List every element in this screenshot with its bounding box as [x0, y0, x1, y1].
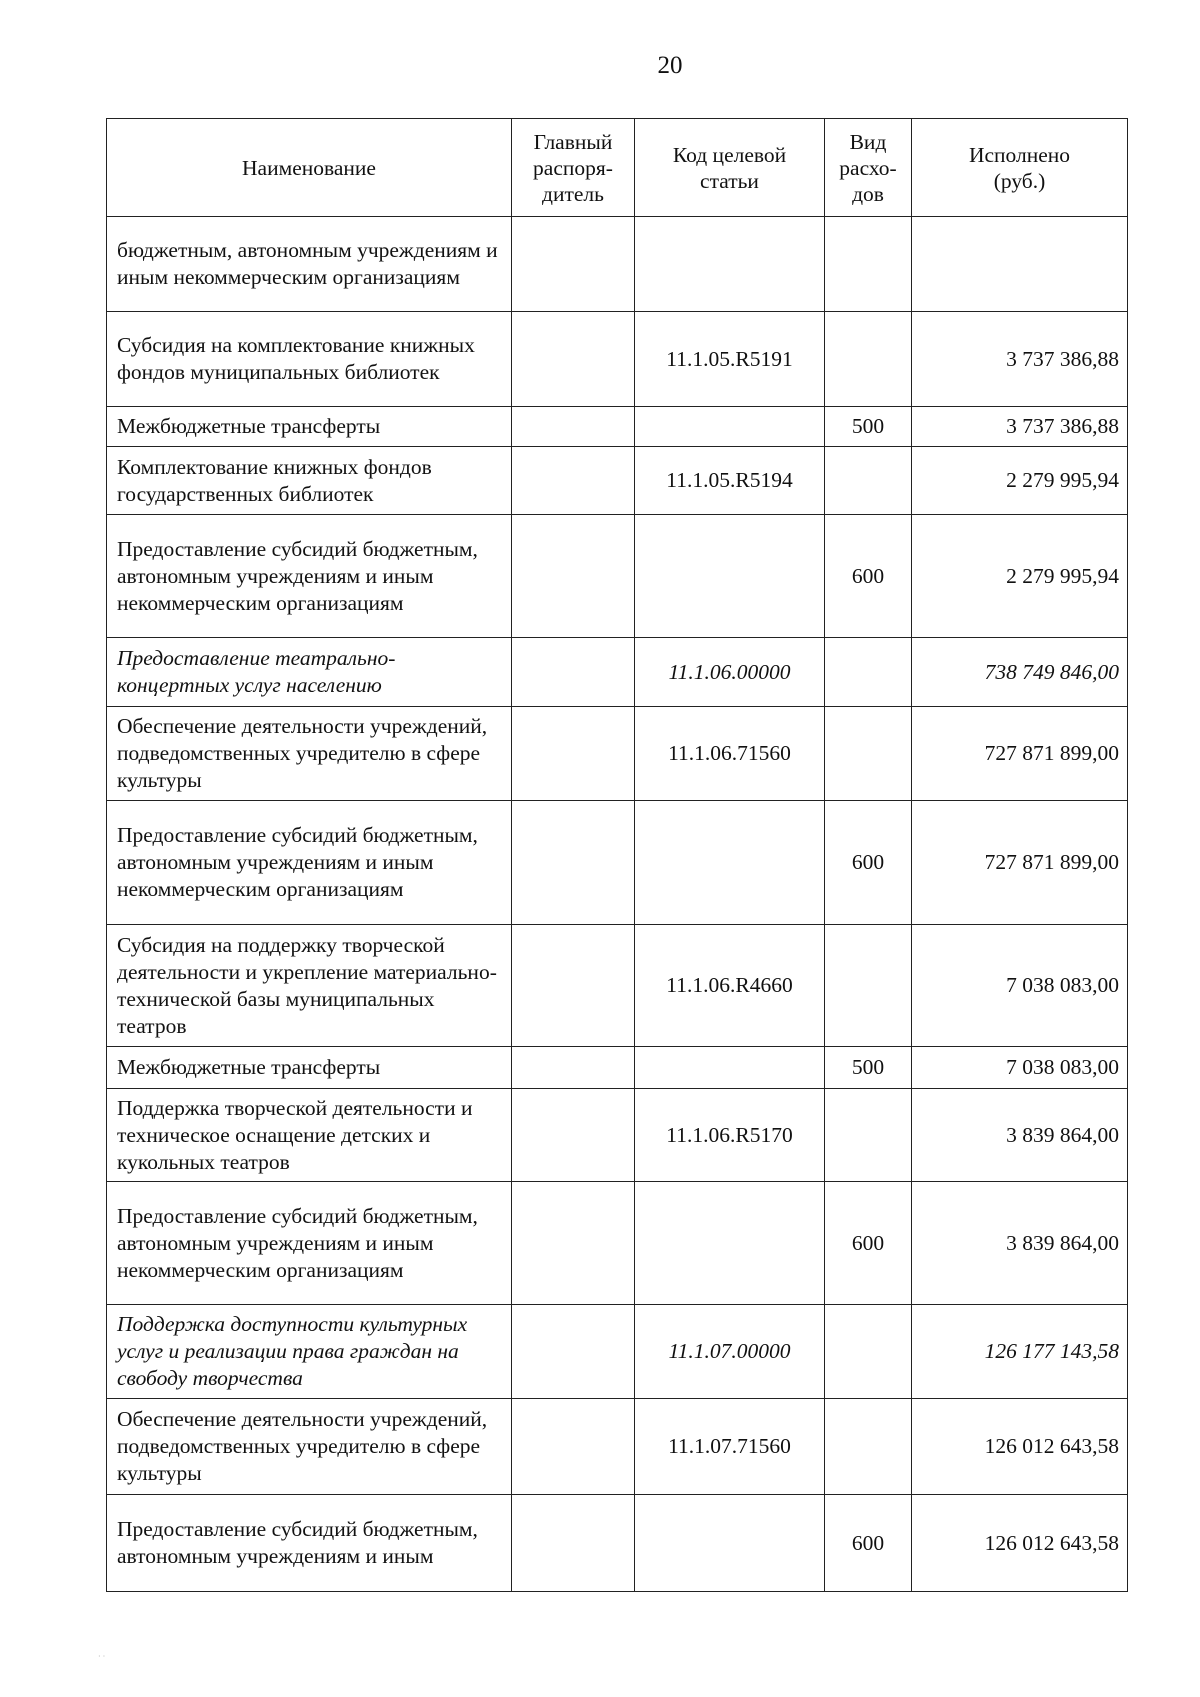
- row-name-cell: Предоставление театрально-концертных услуг населению: [107, 638, 512, 707]
- row-code-cell: [635, 407, 825, 447]
- row-manager-cell: [512, 925, 635, 1047]
- row-type-cell: [825, 925, 912, 1047]
- row-amount-cell: 3 839 864,00: [912, 1182, 1128, 1305]
- table-row: [107, 1495, 1128, 1592]
- row-amount-cell: 2 279 995,94: [912, 515, 1128, 638]
- row-type-cell: 500: [825, 1047, 912, 1089]
- row-type-cell: 600: [825, 1182, 912, 1305]
- header-type: Вид расхо-дов: [825, 119, 912, 217]
- row-code-cell: 11.1.05.R5191: [635, 312, 825, 407]
- row-manager-cell: [512, 638, 635, 707]
- row-type-cell: [825, 447, 912, 515]
- row-name-cell: Межбюджетные трансферты: [107, 407, 512, 447]
- row-manager-cell: [512, 1047, 635, 1089]
- row-amount-cell: 7 038 083,00: [912, 925, 1128, 1047]
- row-manager-cell: [512, 1089, 635, 1182]
- row-amount-cell: 727 871 899,00: [912, 801, 1128, 925]
- header-name: Наименование: [107, 119, 512, 217]
- table-row: [107, 638, 1128, 707]
- row-name-cell: Обеспечение деятельности учреждений, подведомственных учредителю в сфере культуры: [107, 1399, 512, 1495]
- row-amount-cell: 3 737 386,88: [912, 312, 1128, 407]
- row-code-cell: [635, 515, 825, 638]
- row-amount-cell: 3 737 386,88: [912, 407, 1128, 447]
- row-type-cell: 600: [825, 515, 912, 638]
- row-name-cell: Поддержка доступности культурных услуг и реализации права граждан на свободу творчества: [107, 1305, 512, 1399]
- table-body: [107, 217, 1128, 1592]
- row-type-cell: 600: [825, 801, 912, 925]
- table-row: [107, 801, 1128, 925]
- row-type-cell: [825, 312, 912, 407]
- row-code-cell: [635, 1047, 825, 1089]
- row-code-cell: [635, 217, 825, 312]
- row-code-cell: 11.1.06.71560: [635, 707, 825, 801]
- table-row: [107, 407, 1128, 447]
- row-type-cell: [825, 1399, 912, 1495]
- row-manager-cell: [512, 407, 635, 447]
- scan-artifact: · ·: [98, 1652, 106, 1661]
- row-amount-cell: [912, 217, 1128, 312]
- table-row: [107, 515, 1128, 638]
- row-manager-cell: [512, 801, 635, 925]
- row-amount-cell: 727 871 899,00: [912, 707, 1128, 801]
- row-name-cell: Комплектование книжных фондов государственных библиотек: [107, 447, 512, 515]
- row-code-cell: 11.1.07.00000: [635, 1305, 825, 1399]
- header-code: Код целевой статьи: [635, 119, 825, 217]
- row-code-cell: [635, 1182, 825, 1305]
- row-manager-cell: [512, 707, 635, 801]
- row-code-cell: [635, 1495, 825, 1592]
- row-name-cell: Предоставление субсидий бюджетным, автономным учреждениям и иным: [107, 1495, 512, 1592]
- row-manager-cell: [512, 447, 635, 515]
- header-row: [107, 119, 1128, 217]
- budget-table: [106, 118, 1128, 1592]
- row-name-cell: Предоставление субсидий бюджетным, автономным учреждениям и иным некоммерческим организациям: [107, 801, 512, 925]
- row-type-cell: [825, 217, 912, 312]
- row-type-cell: 500: [825, 407, 912, 447]
- row-type-cell: [825, 707, 912, 801]
- table-row: [107, 1182, 1128, 1305]
- row-code-cell: 11.1.06.R5170: [635, 1089, 825, 1182]
- row-manager-cell: [512, 1305, 635, 1399]
- row-name-cell: Межбюджетные трансферты: [107, 1047, 512, 1089]
- row-type-cell: [825, 638, 912, 707]
- row-code-cell: 11.1.06.00000: [635, 638, 825, 707]
- row-amount-cell: 3 839 864,00: [912, 1089, 1128, 1182]
- row-name-cell: Поддержка творческой деятельности и техническое оснащение детских и кукольных театров: [107, 1089, 512, 1182]
- page-number: 20: [657, 52, 683, 79]
- row-manager-cell: [512, 515, 635, 638]
- budget-table-container: [106, 118, 1128, 1592]
- row-amount-cell: 126 012 643,58: [912, 1495, 1128, 1592]
- header-executed: Исполнено (руб.): [912, 119, 1128, 217]
- row-amount-cell: 126 177 143,58: [912, 1305, 1128, 1399]
- row-code-cell: 11.1.05.R5194: [635, 447, 825, 515]
- row-manager-cell: [512, 217, 635, 312]
- row-name-cell: Субсидия на комплектование книжных фондов муниципальных библиотек: [107, 312, 512, 407]
- row-type-cell: 600: [825, 1495, 912, 1592]
- table-row: [107, 1047, 1128, 1089]
- row-name-cell: Предоставление субсидий бюджетным, автономным учреждениям и иным некоммерческим организациям: [107, 1182, 512, 1305]
- table-row: [107, 925, 1128, 1047]
- row-code-cell: [635, 801, 825, 925]
- table-row: [107, 217, 1128, 312]
- table-row: [107, 1305, 1128, 1399]
- table-row: [107, 1399, 1128, 1495]
- row-manager-cell: [512, 1495, 635, 1592]
- row-manager-cell: [512, 1399, 635, 1495]
- header-manager: Главный распоря-дитель: [512, 119, 635, 217]
- row-name-cell: Обеспечение деятельности учреждений, подведомственных учредителю в сфере культуры: [107, 707, 512, 801]
- table-row: [107, 707, 1128, 801]
- row-amount-cell: 2 279 995,94: [912, 447, 1128, 515]
- row-code-cell: 11.1.07.71560: [635, 1399, 825, 1495]
- table-row: [107, 447, 1128, 515]
- table-row: [107, 312, 1128, 407]
- table-row: [107, 1089, 1128, 1182]
- row-manager-cell: [512, 312, 635, 407]
- row-amount-cell: 7 038 083,00: [912, 1047, 1128, 1089]
- row-amount-cell: 126 012 643,58: [912, 1399, 1128, 1495]
- row-name-cell: бюджетным, автономным учреждениям и иным некоммерческим организациям: [107, 217, 512, 312]
- row-type-cell: [825, 1089, 912, 1182]
- row-type-cell: [825, 1305, 912, 1399]
- row-name-cell: Субсидия на поддержку творческой деятельности и укрепление материально-технической базы муниципальных театров: [107, 925, 512, 1047]
- row-amount-cell: 738 749 846,00: [912, 638, 1128, 707]
- row-name-cell: Предоставление субсидий бюджетным, автономным учреждениям и иным некоммерческим организациям: [107, 515, 512, 638]
- row-manager-cell: [512, 1182, 635, 1305]
- row-code-cell: 11.1.06.R4660: [635, 925, 825, 1047]
